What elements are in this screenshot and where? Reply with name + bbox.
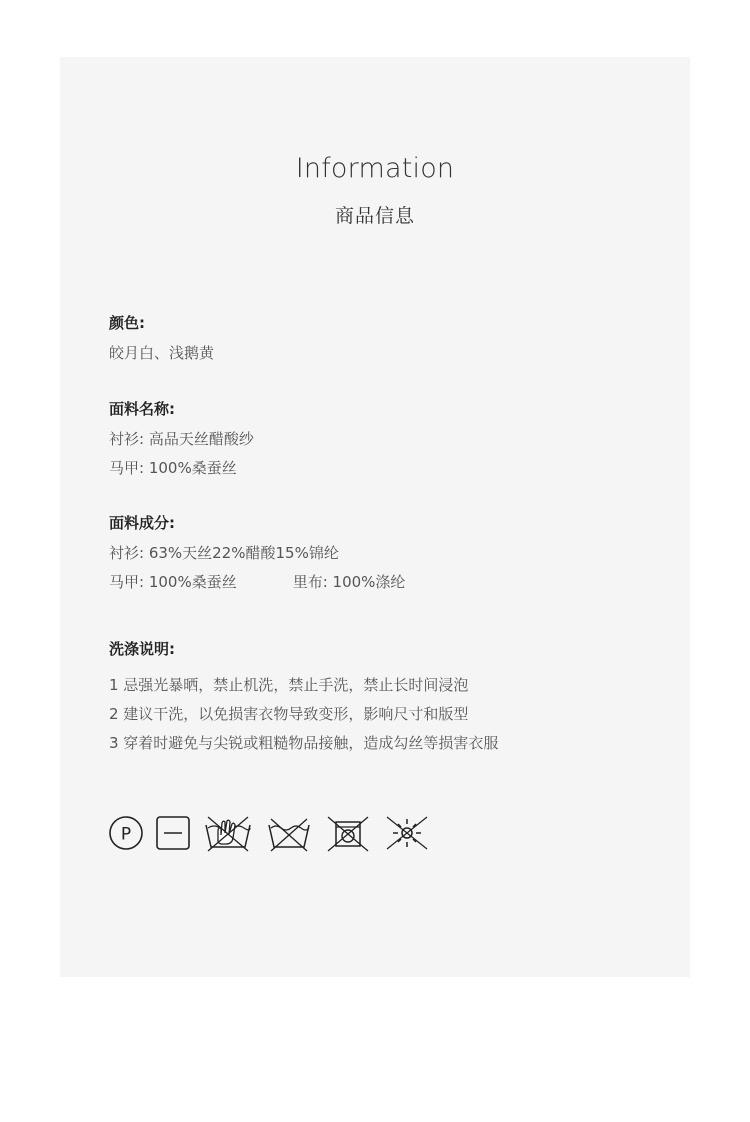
care-item: 3 穿着时避免与尖锐或粗糙物品接触，造成勾丝等损害衣服 bbox=[109, 734, 499, 752]
color-section bbox=[109, 313, 669, 368]
color-value: 皎月白、浅鹅黄 bbox=[109, 344, 215, 362]
fabric-name-label: 面料名称: bbox=[109, 400, 175, 418]
fabric-composition-label: 面料成分: bbox=[109, 514, 175, 532]
fabric-name-line: 衬衫: 高品天丝醋酸纱 bbox=[109, 430, 254, 448]
care-label: 洗涤说明: bbox=[109, 640, 175, 658]
fabric-composition-line bbox=[109, 568, 669, 597]
fabric-name-section bbox=[109, 399, 669, 483]
no-sun-icon bbox=[383, 813, 431, 853]
vest-composition: 马甲: 100%桑蚕丝 bbox=[109, 573, 237, 591]
no-hand-wash-icon bbox=[202, 813, 254, 853]
care-symbols bbox=[108, 813, 442, 853]
fabric-composition-line: 衬衫: 63%天丝22%醋酸15%锦纶 bbox=[109, 544, 339, 562]
dry-clean-p-icon bbox=[108, 815, 144, 851]
page-title-en: Information bbox=[295, 153, 455, 184]
dry-flat-icon bbox=[155, 815, 191, 851]
no-wash-icon bbox=[265, 813, 313, 853]
fabric-composition-section bbox=[109, 513, 669, 597]
color-label: 颜色: bbox=[109, 314, 145, 332]
care-section bbox=[109, 639, 669, 758]
page-title-zh: 商品信息 bbox=[334, 205, 415, 227]
lining-composition: 里布: 100%涤纶 bbox=[292, 573, 406, 591]
care-item: 1 忌强光暴晒，禁止机洗，禁止手洗，禁止长时间浸泡 bbox=[109, 676, 469, 694]
fabric-name-line: 马甲: 100%桑蚕丝 bbox=[109, 459, 237, 477]
no-tumble-dry-icon bbox=[324, 813, 372, 853]
dry-clean-p-letter: P bbox=[120, 824, 132, 845]
care-item: 2 建议干洗，以免损害衣物导致变形，影响尺寸和版型 bbox=[109, 705, 469, 723]
info-card bbox=[60, 57, 690, 977]
